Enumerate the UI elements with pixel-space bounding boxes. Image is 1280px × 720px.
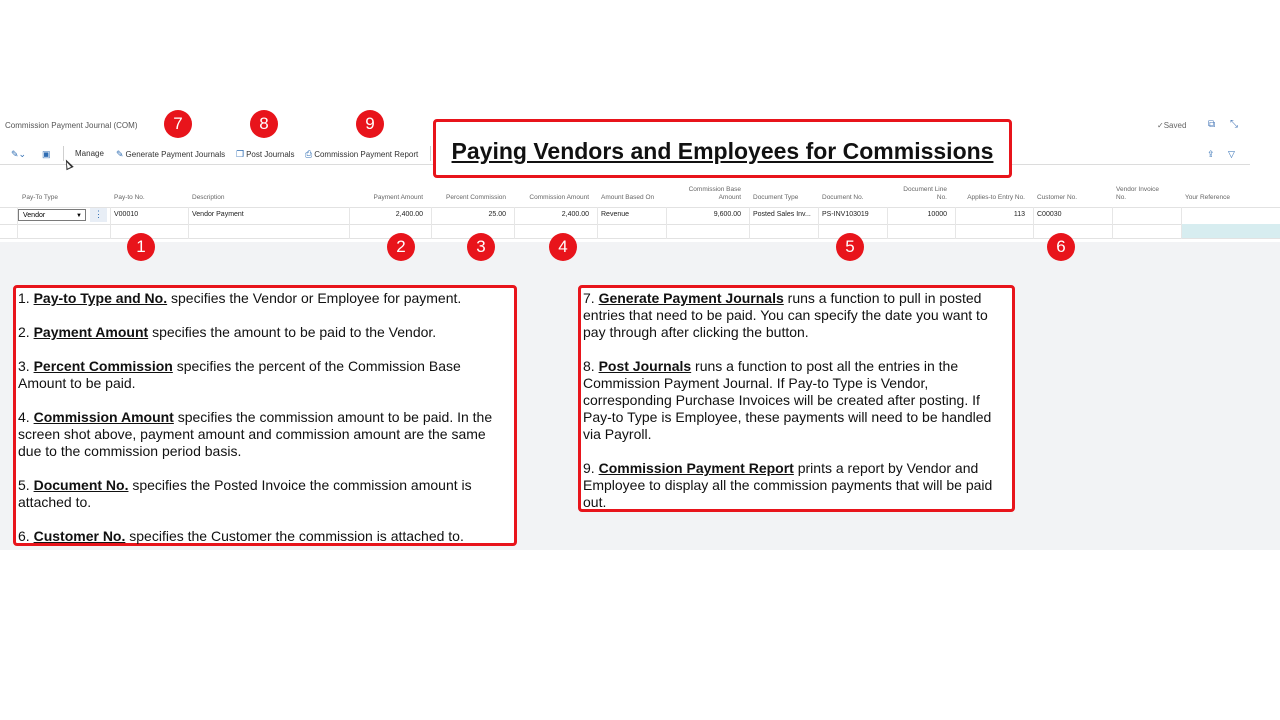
notes-right-box [578, 285, 1015, 512]
grid-line [1181, 207, 1182, 239]
column-header-description[interactable]: Description [192, 194, 225, 201]
toolbar-divider [63, 146, 64, 161]
callout-badge-6: 6 [1047, 233, 1075, 261]
note-item: 2. Payment Amount specifies the amount to be paid to the Vendor. [18, 324, 437, 340]
grid-line [1033, 207, 1034, 239]
column-header-pay-to-type[interactable]: Pay-To Type [22, 194, 59, 201]
page-title: Commission Payment Journal (COM) [5, 121, 138, 130]
save-view-button[interactable] [42, 149, 53, 160]
grid-line [818, 207, 819, 239]
open-new-window-icon[interactable]: ⧉ [1208, 119, 1216, 130]
callout-badge-2: 2 [387, 233, 415, 261]
layout-icon: ▣ [42, 149, 51, 159]
note-item: 5. Document No. specifies the Posted Invoice the commission amount is attached to. [18, 477, 472, 510]
grid-line [188, 207, 189, 239]
grid-line [1112, 207, 1113, 239]
column-header-customer-no[interactable]: Customer No. [1037, 194, 1078, 201]
collapse-icon[interactable]: ⤡ [1230, 119, 1238, 130]
description-cell[interactable]: Vendor Payment [192, 211, 244, 218]
toolbar-divider [430, 146, 431, 161]
percent-commission-cell[interactable]: 25.00 [488, 211, 506, 218]
selected-cell[interactable] [1181, 224, 1280, 238]
generate-icon: ✎ [116, 149, 124, 159]
column-header-percent-commission[interactable]: Percent Commission [446, 194, 506, 201]
grid-line [666, 207, 667, 239]
table-row-empty[interactable] [0, 224, 1280, 239]
chevron-down-icon: ▼ [76, 213, 82, 219]
row-actions-menu-icon[interactable]: ⋮ [90, 208, 107, 222]
callout-title-box [433, 119, 1012, 178]
edit-icon: ✎⌄ [11, 149, 27, 159]
callout-badge-1: 1 [127, 233, 155, 261]
grid-line [749, 207, 750, 239]
callout-badge-9: 9 [356, 110, 384, 138]
filter-button[interactable] [1228, 149, 1237, 160]
commission-amount-cell[interactable]: 2,400.00 [561, 211, 589, 218]
callout-badge-5: 5 [836, 233, 864, 261]
customer-no-cell[interactable]: C00030 [1037, 211, 1062, 218]
edit-mode-button[interactable] [11, 149, 28, 160]
column-header-vendor-invoice-no[interactable]: Vendor Invoice No. [1116, 186, 1160, 201]
pay-to-type-select[interactable]: Vendor ▼ [18, 209, 86, 221]
print-icon: ⎙ [305, 149, 313, 159]
saved-status: ✓Saved [1157, 121, 1187, 130]
callout-badge-7: 7 [164, 110, 192, 138]
filter-icon: ▽ [1228, 149, 1235, 159]
share-icon: ⇪ [1207, 149, 1215, 159]
callout-badge-3: 3 [467, 233, 495, 261]
grid-line [110, 207, 111, 239]
callout-title: Paying Vendors and Employees for Commissions [451, 138, 994, 164]
commission-payment-report-button[interactable]: ⎙ Commission Payment Report [305, 149, 419, 159]
manage-button[interactable]: Manage [75, 149, 104, 158]
post-journals-button[interactable]: ❐ Post Journals [236, 149, 295, 159]
column-header-pay-to-no[interactable]: Pay-to No. [114, 194, 145, 201]
column-header-commission-base-amount[interactable]: Commission Base Amount [688, 186, 741, 201]
column-header-document-no[interactable]: Document No. [822, 194, 864, 201]
share-button[interactable] [1207, 149, 1217, 160]
pay-to-no-cell[interactable]: V00010 [114, 211, 139, 218]
column-header-your-reference[interactable]: Your Reference [1185, 194, 1230, 201]
note-item: 6. Customer No. specifies the Customer the commission is attached to. [18, 528, 464, 544]
checkmark-icon: ✓ [1157, 121, 1164, 130]
note-item: 3. Percent Commission specifies the percent of the Commission Base Amount to be paid. [18, 358, 461, 391]
note-item: 4. Commission Amount specifies the commission amount to be paid. In the screen shot above, payment amount and commission amount are the same due to the commission period basis. [18, 409, 493, 459]
callout-badge-8: 8 [250, 110, 278, 138]
note-item: 1. Pay-to Type and No. specifies the Vendor or Employee for payment. [18, 290, 462, 306]
notes-left-box [13, 285, 517, 546]
post-icon: ❐ [236, 149, 245, 159]
document-no-cell[interactable]: PS-INV103019 [822, 211, 869, 218]
column-header-applies-to-entry-no[interactable]: Applies-to Entry No. [967, 194, 1025, 201]
column-header-document-line-no[interactable]: Document Line No. [903, 186, 947, 201]
column-header-commission-amount[interactable]: Commission Amount [529, 194, 589, 201]
applies-to-entry-no-cell[interactable]: 113 [1013, 211, 1025, 218]
note-item: 7. Generate Payment Journals runs a function to pull in posted entries that need to be paid. You can specify the date you want to pay through after clicking the button. [583, 290, 988, 340]
generate-payment-journals-button[interactable]: ✎ Generate Payment Journals [116, 149, 226, 159]
document-line-no-cell[interactable]: 10000 [927, 211, 947, 218]
column-header-document-type[interactable]: Document Type [753, 194, 799, 201]
note-item: 9. Commission Payment Report prints a report by Vendor and Employee to display all the commission payments that will be paid out. [583, 460, 993, 510]
note-item: 8. Post Journals runs a function to post all the entries in the Commission Payment Journal. If Pay-to Type is Vendor, corresponding Purchase Invoices will be created after posting. If Pay-to Type is Employee, these payments will need to be handled via Payroll. [583, 358, 992, 442]
callout-badge-4: 4 [549, 233, 577, 261]
grid-line [597, 207, 598, 239]
commission-base-amount-cell[interactable]: 9,600.00 [713, 211, 741, 218]
grid-line [955, 207, 956, 239]
amount-based-on-cell[interactable]: Revenue [601, 211, 630, 218]
column-header-payment-amount[interactable]: Payment Amount [373, 194, 423, 201]
column-header-amount-based-on[interactable]: Amount Based On [601, 194, 655, 201]
document-type-cell[interactable]: Posted Sales Inv... [753, 211, 811, 218]
payment-amount-cell[interactable]: 2,400.00 [395, 211, 423, 218]
